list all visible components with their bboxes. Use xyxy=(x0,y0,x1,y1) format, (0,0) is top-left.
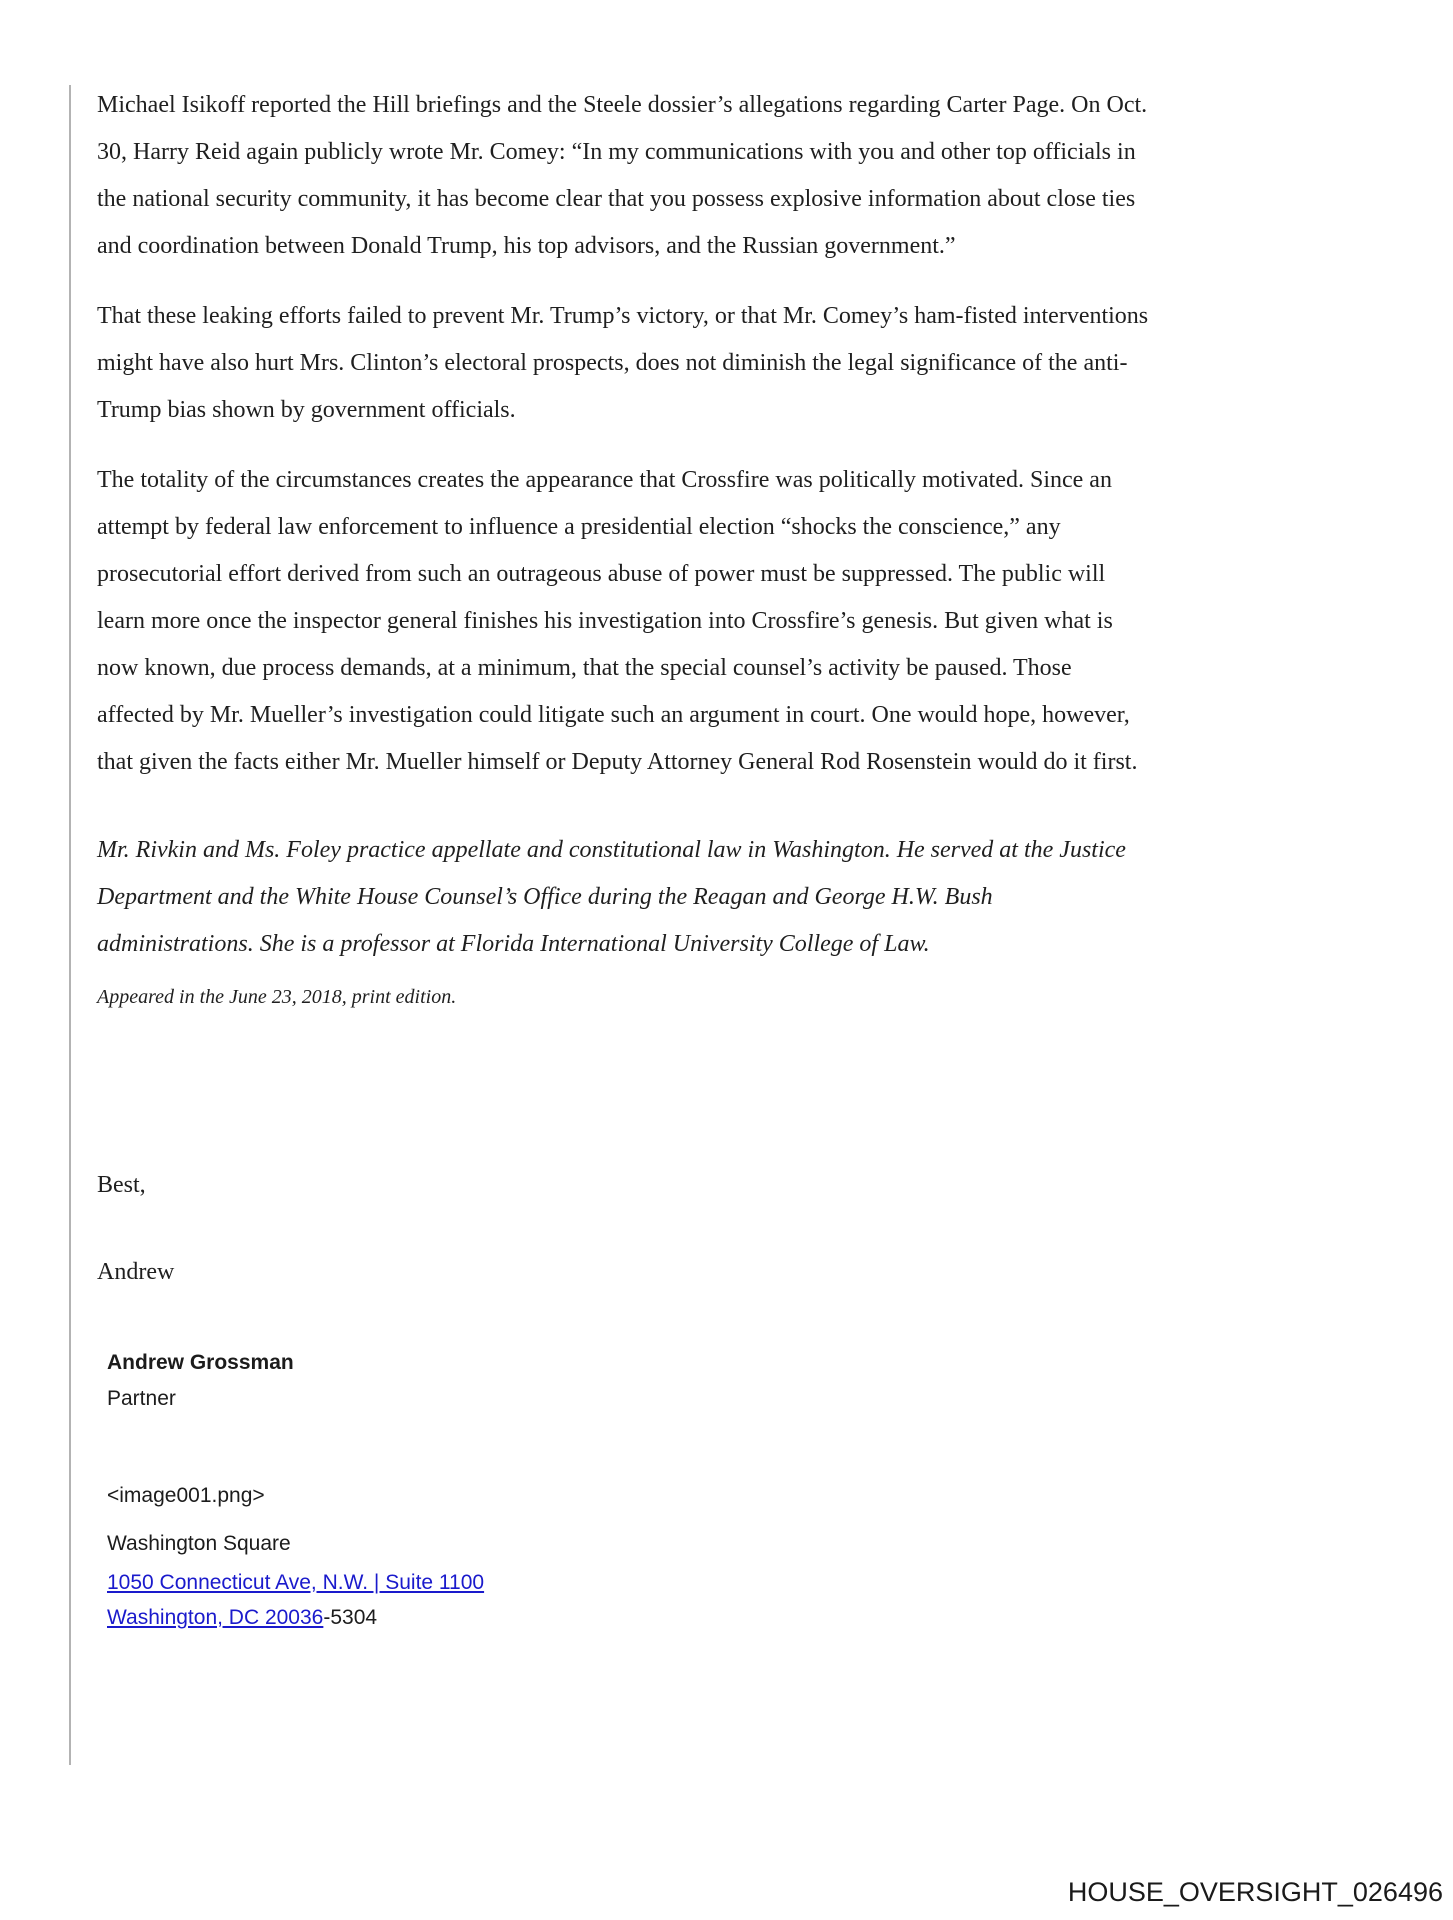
signature-building: Washington Square xyxy=(107,1532,291,1555)
email-body-paragraph: The totality of the circumstances creates the appearance that Crossfire was politically motivated. Since an attempt by federal law enforcement to influence a presidential election “shocks the conscience,” any prosecutorial effort derived from such an outrageous abuse of power must be suppressed. The public will learn more once the inspector general finishes his investigation into Crossfire’s genesis. But given what is now known, due process demands, at a minimum, that the special counsel’s activity be paused. Those affected by Mr. Mueller’s investigation could litigate such an argument in court. One would hope, however, that given the facts either Mr. Mueller himself or Deputy Attorney General Rod Rosenstein would do it first. xyxy=(97,467,1138,775)
email-quote-bar xyxy=(69,85,71,1765)
inline-image-placeholder: <image001.png> xyxy=(107,1484,265,1507)
author-bio-note: Mr. Rivkin and Ms. Foley practice appellate and constitutional law in Washington. He served at the Justice Department and the White House Counsel’s Office during the Reagan and George H.W. Bush administrations. She is a professor at Florida International University College of Law. xyxy=(97,837,1126,957)
city-zip-link[interactable]: Washington, DC 20036 xyxy=(107,1606,324,1629)
bates-stamp: HOUSE_OVERSIGHT_026496 xyxy=(1067,1877,1443,1907)
signature-block xyxy=(107,1349,1149,1632)
signature-address-line xyxy=(107,1569,1149,1597)
email-body xyxy=(97,82,1149,1632)
signature-name: Andrew Grossman xyxy=(107,1351,294,1374)
closing-salutation: Best, xyxy=(97,1172,146,1198)
address-link[interactable]: 1050 Connecticut Ave, N.W. | Suite 1100 xyxy=(107,1571,485,1594)
signature-city-line xyxy=(107,1604,1149,1632)
signature-title: Partner xyxy=(107,1387,176,1410)
signoff-name: Andrew xyxy=(97,1259,175,1285)
email-body-paragraph: That these leaking efforts failed to prevent Mr. Trump’s victory, or that Mr. Comey’s ham-fisted interventions might have also hurt Mrs. Clinton’s electoral prospects, does not diminish the legal significance of the anti-Trump bias shown by government officials. xyxy=(97,303,1149,423)
zip-suffix: -5304 xyxy=(323,1606,378,1629)
email-body-paragraph: Michael Isikoff reported the Hill briefings and the Steele dossier’s allegations regarding Carter Page. On Oct. 30, Harry Reid again publicly wrote Mr. Comey: “In my communications with you and other top officials in the national security community, it has become clear that you possess explosive information about close ties and coordination between Donald Trump, his top advisors, and the Russian government.” xyxy=(97,92,1148,259)
print-edition-note: Appeared in the June 23, 2018, print edition. xyxy=(97,986,457,1008)
